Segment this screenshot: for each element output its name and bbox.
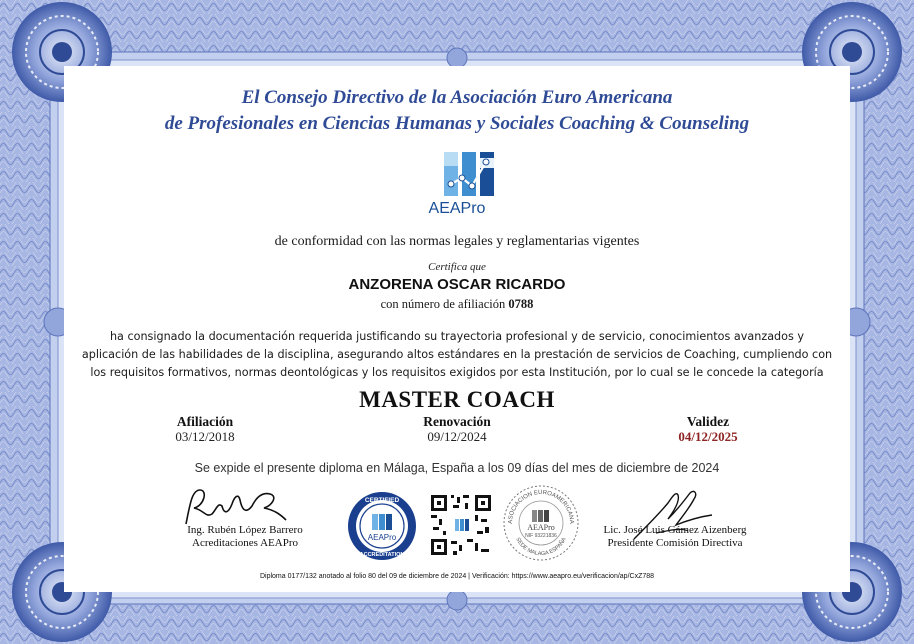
date-renovacion-value: 09/12/2024 bbox=[427, 429, 487, 444]
association-stamp-icon bbox=[502, 484, 580, 562]
right-signatory bbox=[575, 524, 775, 550]
aeapro-logo-icon bbox=[442, 150, 496, 200]
recipient-name: ANZORENA OSCAR RICARDO bbox=[348, 276, 566, 293]
left-signatory bbox=[145, 524, 345, 550]
date-afiliacion-value: 03/12/2018 bbox=[175, 429, 235, 444]
left-signature-icon bbox=[182, 484, 294, 528]
seal-center-text: AEAPro bbox=[367, 533, 397, 542]
logo-wordmark: AEAPro bbox=[428, 200, 486, 217]
afiliacion-text: con número de afiliación bbox=[380, 297, 506, 311]
afiliacion-line bbox=[0, 297, 914, 312]
footer-verification: Diploma 0177/132 anotado al folio 80 del 09 de diciembre de 2024 | Verificación: https://www.aeapro.eu/verificacion/ap/CxZ788 bbox=[259, 573, 655, 580]
left-signatory-role: Acreditaciones AEAPro bbox=[192, 537, 298, 549]
stamp-ring-text: ASOCIACION EUROAMERICANA bbox=[507, 489, 575, 524]
date-validez-label: Validez bbox=[686, 414, 730, 429]
stamp-center-text: AEAPro bbox=[527, 523, 555, 532]
date-renovacion bbox=[382, 414, 532, 444]
header-line-2: de Profesionales en Ciencias Humanas y Sociales Coaching & Counseling bbox=[164, 113, 750, 134]
afiliacion-number: 0788 bbox=[508, 297, 534, 311]
conformidad-text: de conformidad con las normas legales y reglamentarias vigentes bbox=[274, 234, 640, 249]
date-validez-value: 04/12/2025 bbox=[678, 429, 738, 444]
body-line-1: ha consignado la documentación requerida justificando su trayectoria profesional y de servicio, conocimientos avanzados y bbox=[109, 330, 805, 343]
expide-text: Se expide el presente diploma en Málaga, España a los 09 días del mes de diciembre de 2024 bbox=[194, 461, 720, 475]
right-signatory-role: Presidente Comisión Directiva bbox=[607, 537, 743, 549]
body-line-3: los requisitos formativos, normas deontológicas y los requisitos exigidos por esta Institución, por lo cual se le concede la categoría bbox=[90, 366, 824, 379]
stamp-nif-text: NIF 93221836 bbox=[525, 533, 557, 539]
right-signatory-name: Lic. José Luis Gámez Aizenberg bbox=[603, 524, 747, 536]
date-afiliacion bbox=[130, 414, 280, 444]
seal-top-text: CERTIFIED bbox=[364, 497, 400, 504]
body-line-2: aplicación de las habilidades de la disciplina, asegurando altos estándares en la prestación de servicios de Coaching, cumpliendo con bbox=[81, 348, 833, 361]
certifica-label: Certifica que bbox=[428, 261, 486, 273]
qr-code-icon[interactable] bbox=[429, 493, 493, 557]
seal-bottom-text: ACCREDITATION bbox=[359, 552, 405, 558]
category-title: MASTER COACH bbox=[359, 387, 555, 412]
accreditation-seal-icon bbox=[346, 490, 418, 562]
stamp-ring-bottom-text: SEDE MALAGA ESPAÑA bbox=[514, 536, 568, 558]
date-renovacion-label: Renovación bbox=[423, 414, 491, 429]
left-signatory-name: Ing. Rubén López Barrero bbox=[187, 524, 303, 536]
header-line-1: El Consejo Directivo de la Asociación Euro Americana bbox=[241, 87, 673, 108]
date-afiliacion-label: Afiliación bbox=[176, 414, 234, 429]
date-validez bbox=[633, 414, 783, 444]
